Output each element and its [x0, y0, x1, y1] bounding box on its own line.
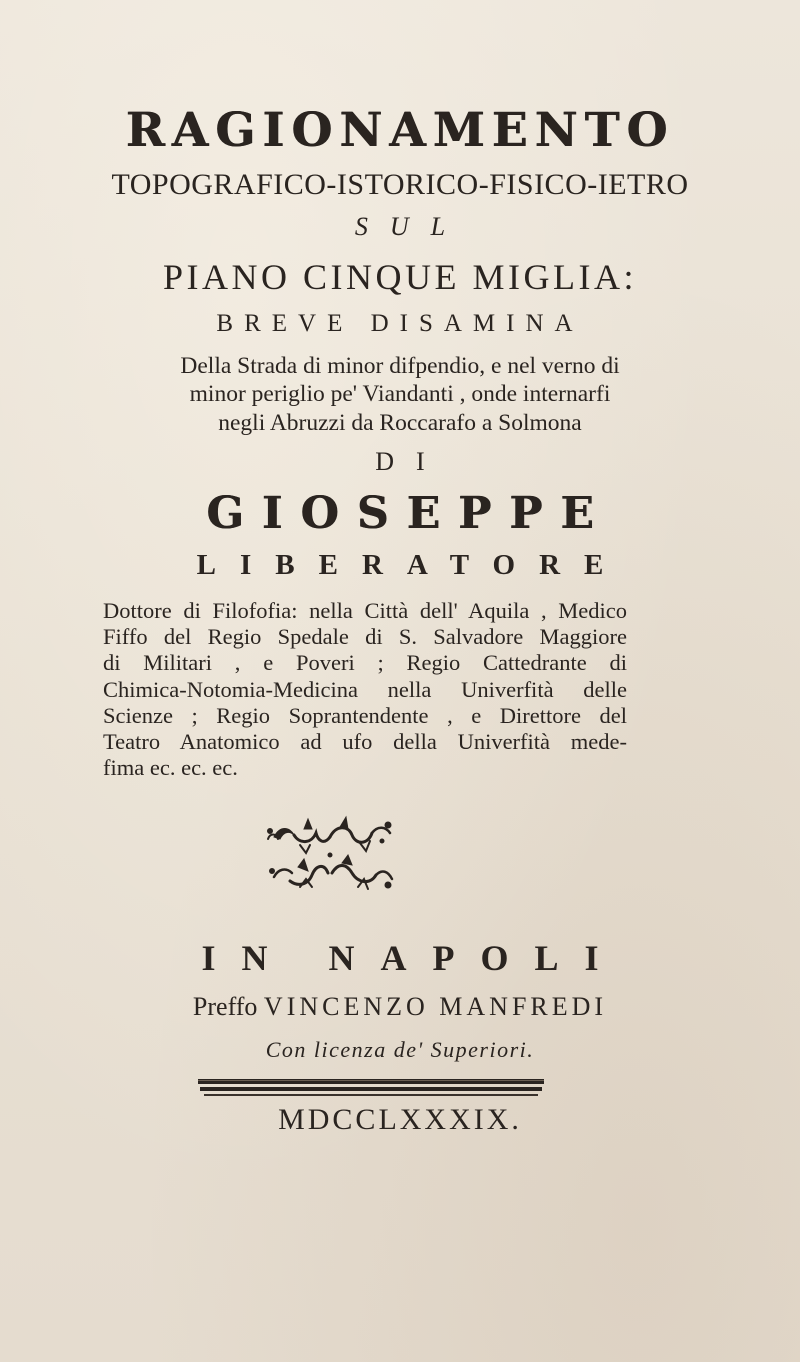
credentials-line: Dottore di Filofofia: nella Città dell' Aquila , Medico: [103, 598, 627, 623]
author-first-name: GIOSEPPE: [206, 488, 612, 539]
place-heading: PIANO CINQUE MIGLIA:: [163, 257, 637, 297]
floral-ornament-icon: [260, 815, 400, 895]
description-line: Della Strada di minor difpendio, e nel verno di: [180, 353, 620, 379]
breve-heading: BREVE DISAMINA: [216, 310, 584, 337]
credentials-line: di Militari , e Poveri ; Regio Cattedrante di: [103, 650, 627, 675]
preposition-di: DI: [375, 447, 447, 476]
description-line: negli Abruzzi da Roccarafo a Solmona: [218, 410, 582, 436]
license-line: Con licenza de' Superiori.: [265, 1037, 535, 1062]
credentials-line: fima ec. ec. ec.: [103, 755, 238, 780]
publication-year: MDCCLXXXIX.: [278, 1103, 522, 1136]
credentials-line: Chimica-Notomia-Medicina nella Univerfità delle: [103, 677, 627, 702]
book-title: RAGIONAMENTO: [125, 103, 675, 158]
printers-rule: [198, 1077, 544, 1099]
credentials-line: Fiffo del Regio Spedale di S. Salvadore Maggiore: [103, 624, 627, 649]
printer-line: [0, 992, 800, 1022]
credentials-line: Scienze ; Regio Soprantendente , e Direttore del: [103, 703, 627, 728]
preposition-sul: SUL: [354, 212, 468, 241]
credentials-line: Teatro Anatomico ad ufo della Univerfità mede-: [103, 729, 627, 754]
printer-prefix: Preffo: [192, 992, 258, 1021]
printer-name: VINCENZO MANFREDI: [263, 992, 608, 1021]
description-line: minor periglio pe' Viandanti , onde internarfi: [189, 381, 611, 407]
book-subtitle: TOPOGRAFICO-ISTORICO-FISICO-IETRO: [111, 168, 689, 201]
publication-place: IN NAPOLI: [201, 938, 625, 978]
author-last-name: LIBERATORE: [196, 549, 628, 581]
